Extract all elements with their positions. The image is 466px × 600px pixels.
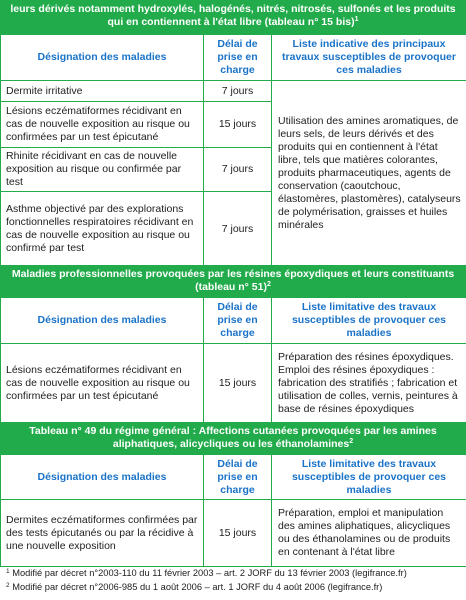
disease-cell: Dermites eczématiformes confirmées par des tests épicutanés ou par la récidive à une nouvelle exposition [1,500,204,567]
col-header-work: Liste limitative des travaux susceptibles de provoquer ces maladies [272,455,466,500]
disease-cell: Rhinite récidivant en cas de nouvelle exposition au risque ou confirmée par test [1,148,204,192]
table-row [1,344,466,423]
col-header-work: Liste indicative des principaux travaux susceptibles de provoquer ces maladies [272,35,466,81]
table-row [1,500,466,567]
table2-title-line2: (tableau n° 51)$^2$ [195,281,271,293]
table2-header-row [1,298,466,344]
table1-header-row [1,35,466,81]
col-header-delay: Délai de prise en charge [204,35,272,81]
table3-title-band [0,422,466,454]
footnotes [0,566,466,594]
table1-title-band [0,0,466,34]
delay-cell: 7 jours [204,81,272,102]
table3 [0,454,466,567]
work-list-cell: Préparation, emploi et manipulation des amines aliphatiques, alicycliques ou des éthanolamines ou de produits en contenant à l'état libre [272,500,466,567]
table3-header-row [1,455,466,500]
disease-cell: Asthme objectivé par des explorations fonctionnelles respiratoires récidivant en cas de nouvelle exposition au risque ou confirmé par test [1,192,204,267]
table3-footnote-mark: 2 [349,438,354,445]
footnote-1: $^1$ Modifié par décret n°2003-110 du 11 février 2003 – art. 2 JORF du 13 février 2003 (legifrance.fr) [6,568,407,578]
table1 [0,34,466,267]
disease-cell: Dermite irritative [1,81,204,102]
table2-footnote-mark: 2 [266,281,271,288]
table2-title-band [0,265,466,297]
work-list-cell: Préparation des résines époxydiques. Emploi des résines époxydiques : fabrication des stratifiés ; fabrication et utilisation de colles, vernis, peintures à base de résines époxydiques [272,344,466,423]
delay-cell: 7 jours [204,148,272,192]
table3-title-line1: Tableau n° 49 du régime général : Affections cutanées provoquées par les amines [29,425,437,437]
table2-title-line1: Maladies professionnelles provoquées par les résines époxydiques et leurs constituants [11,268,455,280]
col-header-delay: Délai de prise en charge [204,455,272,500]
table2 [0,297,466,423]
work-list-cell: Utilisation des amines aromatiques, de leurs sels, de leurs dérivés et des produits qui en contiennent à l'état libre, tels que matières colorantes, produits pharmaceutiques, agents de conservation (caoutchouc, élastomères, plastomères), catalyseurs de polymérisation, graisses et huiles minérales [272,81,466,267]
disease-cell: Lésions eczématiformes récidivant en cas de nouvelle exposition au risque ou confirmées par un test épicutané [1,344,204,423]
delay-cell: 15 jours [204,500,272,567]
col-header-disease: Désignation des maladies [1,35,204,81]
disease-cell: Lésions eczématiformes récidivant en cas de nouvelle exposition au risque ou confirmées par un test épicutané [1,102,204,148]
delay-cell: 15 jours [204,344,272,423]
table3-title-line2: aliphatiques, alicycliques ou les éthanolamines$^2$ [112,438,354,450]
table1-footnote-mark: 1 [354,16,359,23]
delay-cell: 7 jours [204,192,272,267]
col-header-work: Liste limitative des travaux susceptibles de provoquer ces maladies [272,298,466,344]
table-row [1,81,466,102]
table1-title-line2: qui en contiennent à l'état libre (tableau n° 15 bis)$^1$ [107,16,359,28]
table1-title-line1: leurs dérivés notamment hydroxylés, halogénés, nitrés, nitrosés, sulfonés et les produits [10,3,456,15]
col-header-disease: Désignation des maladies [1,298,204,344]
delay-cell: 15 jours [204,102,272,148]
col-header-disease: Désignation des maladies [1,455,204,500]
footnote-2: $^2$ Modifié par décret n°2006-985 du 1 août 2006 – art. 1 JORF du 4 août 2006 (legifrance.fr) [6,582,383,592]
col-header-delay: Délai de prise en charge [204,298,272,344]
